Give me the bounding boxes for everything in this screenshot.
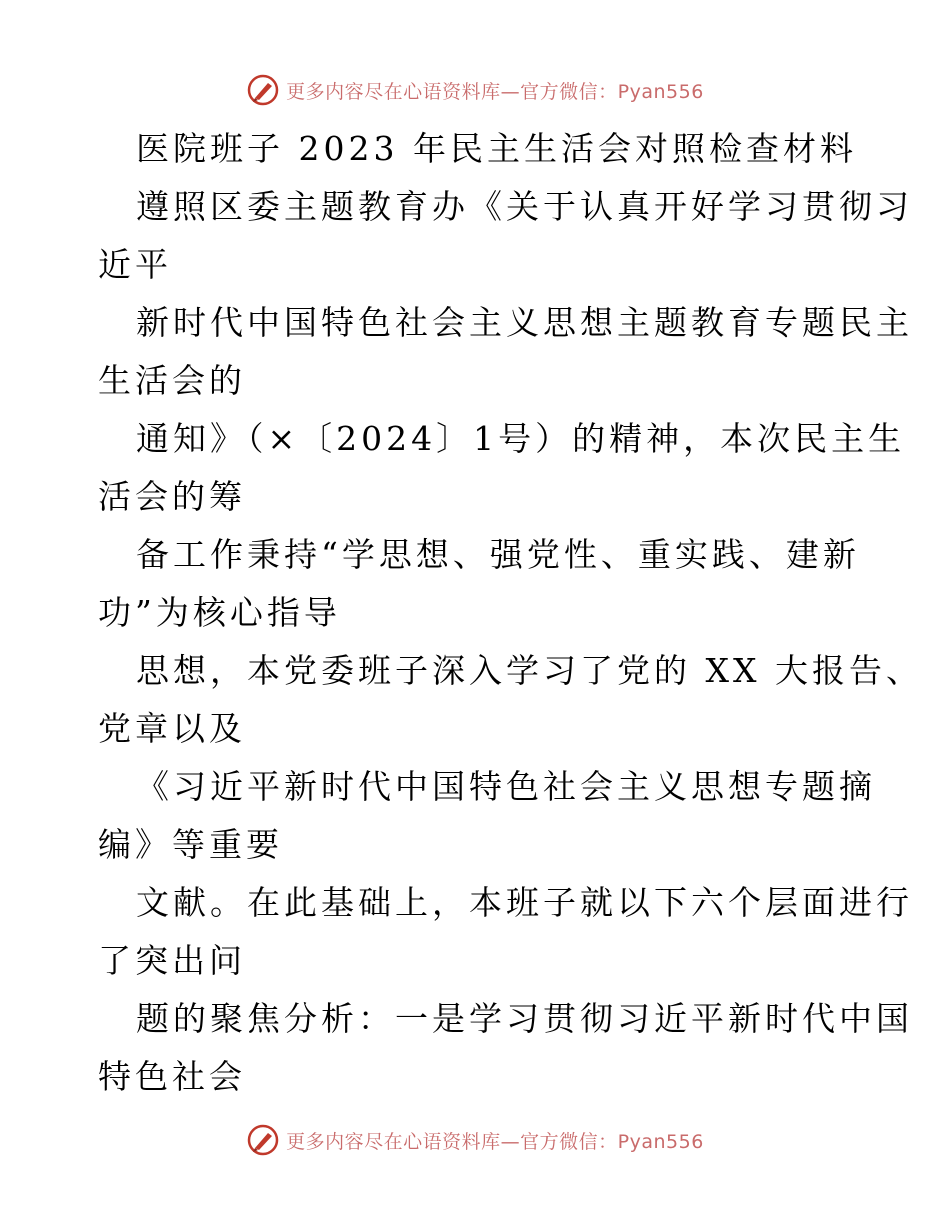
paragraph-line: 通知》（×〔2024〕1号）的精神，本次民主生 — [136, 419, 906, 458]
paragraph-line: 《习近平新时代中国特色社会主义思想专题摘 — [136, 767, 876, 806]
paragraph-line: 备工作秉持“学思想、强党性、重实践、建新 — [136, 535, 860, 574]
watermark-banner-bottom — [0, 1120, 950, 1160]
pen-logo-icon — [246, 1123, 280, 1157]
paragraph-line: 功”为核心指导 — [98, 593, 341, 632]
paragraph-line: 题的聚焦分析：一是学习贯彻习近平新时代中国 — [136, 999, 913, 1038]
paragraph-line: 新时代中国特色社会主义思想主题教育专题民主 — [136, 303, 913, 342]
paragraph-line: 思想，本党委班子深入学习了党的 XX 大报告、 — [136, 651, 923, 690]
pen-logo-icon — [246, 73, 280, 107]
watermark-banner-top — [0, 70, 950, 110]
watermark-text: 更多内容尽在心语资料库—官方微信：Pyan556 — [286, 80, 704, 103]
document-body — [98, 120, 923, 1106]
paragraph-line: 近平 — [98, 245, 172, 284]
paragraph-line: 遵照区委主题教育办《关于认真开好学习贯彻习 — [136, 187, 913, 226]
paragraph-line: 生活会的 — [98, 361, 246, 400]
paragraph-line: 文献。在此基础上，本班子就以下六个层面进行 — [136, 883, 913, 922]
paragraph-line: 党章以及 — [98, 709, 246, 748]
paragraph-line: 编》等重要 — [98, 825, 283, 864]
paragraph-line: 特色社会 — [98, 1057, 246, 1096]
paragraph-line: 了突出问 — [98, 941, 246, 980]
watermark-text: 更多内容尽在心语资料库—官方微信：Pyan556 — [286, 1130, 704, 1153]
document-title: 医院班子 2023 年民主生活会对照检查材料 — [136, 129, 857, 168]
paragraph-line: 活会的筹 — [98, 477, 246, 516]
